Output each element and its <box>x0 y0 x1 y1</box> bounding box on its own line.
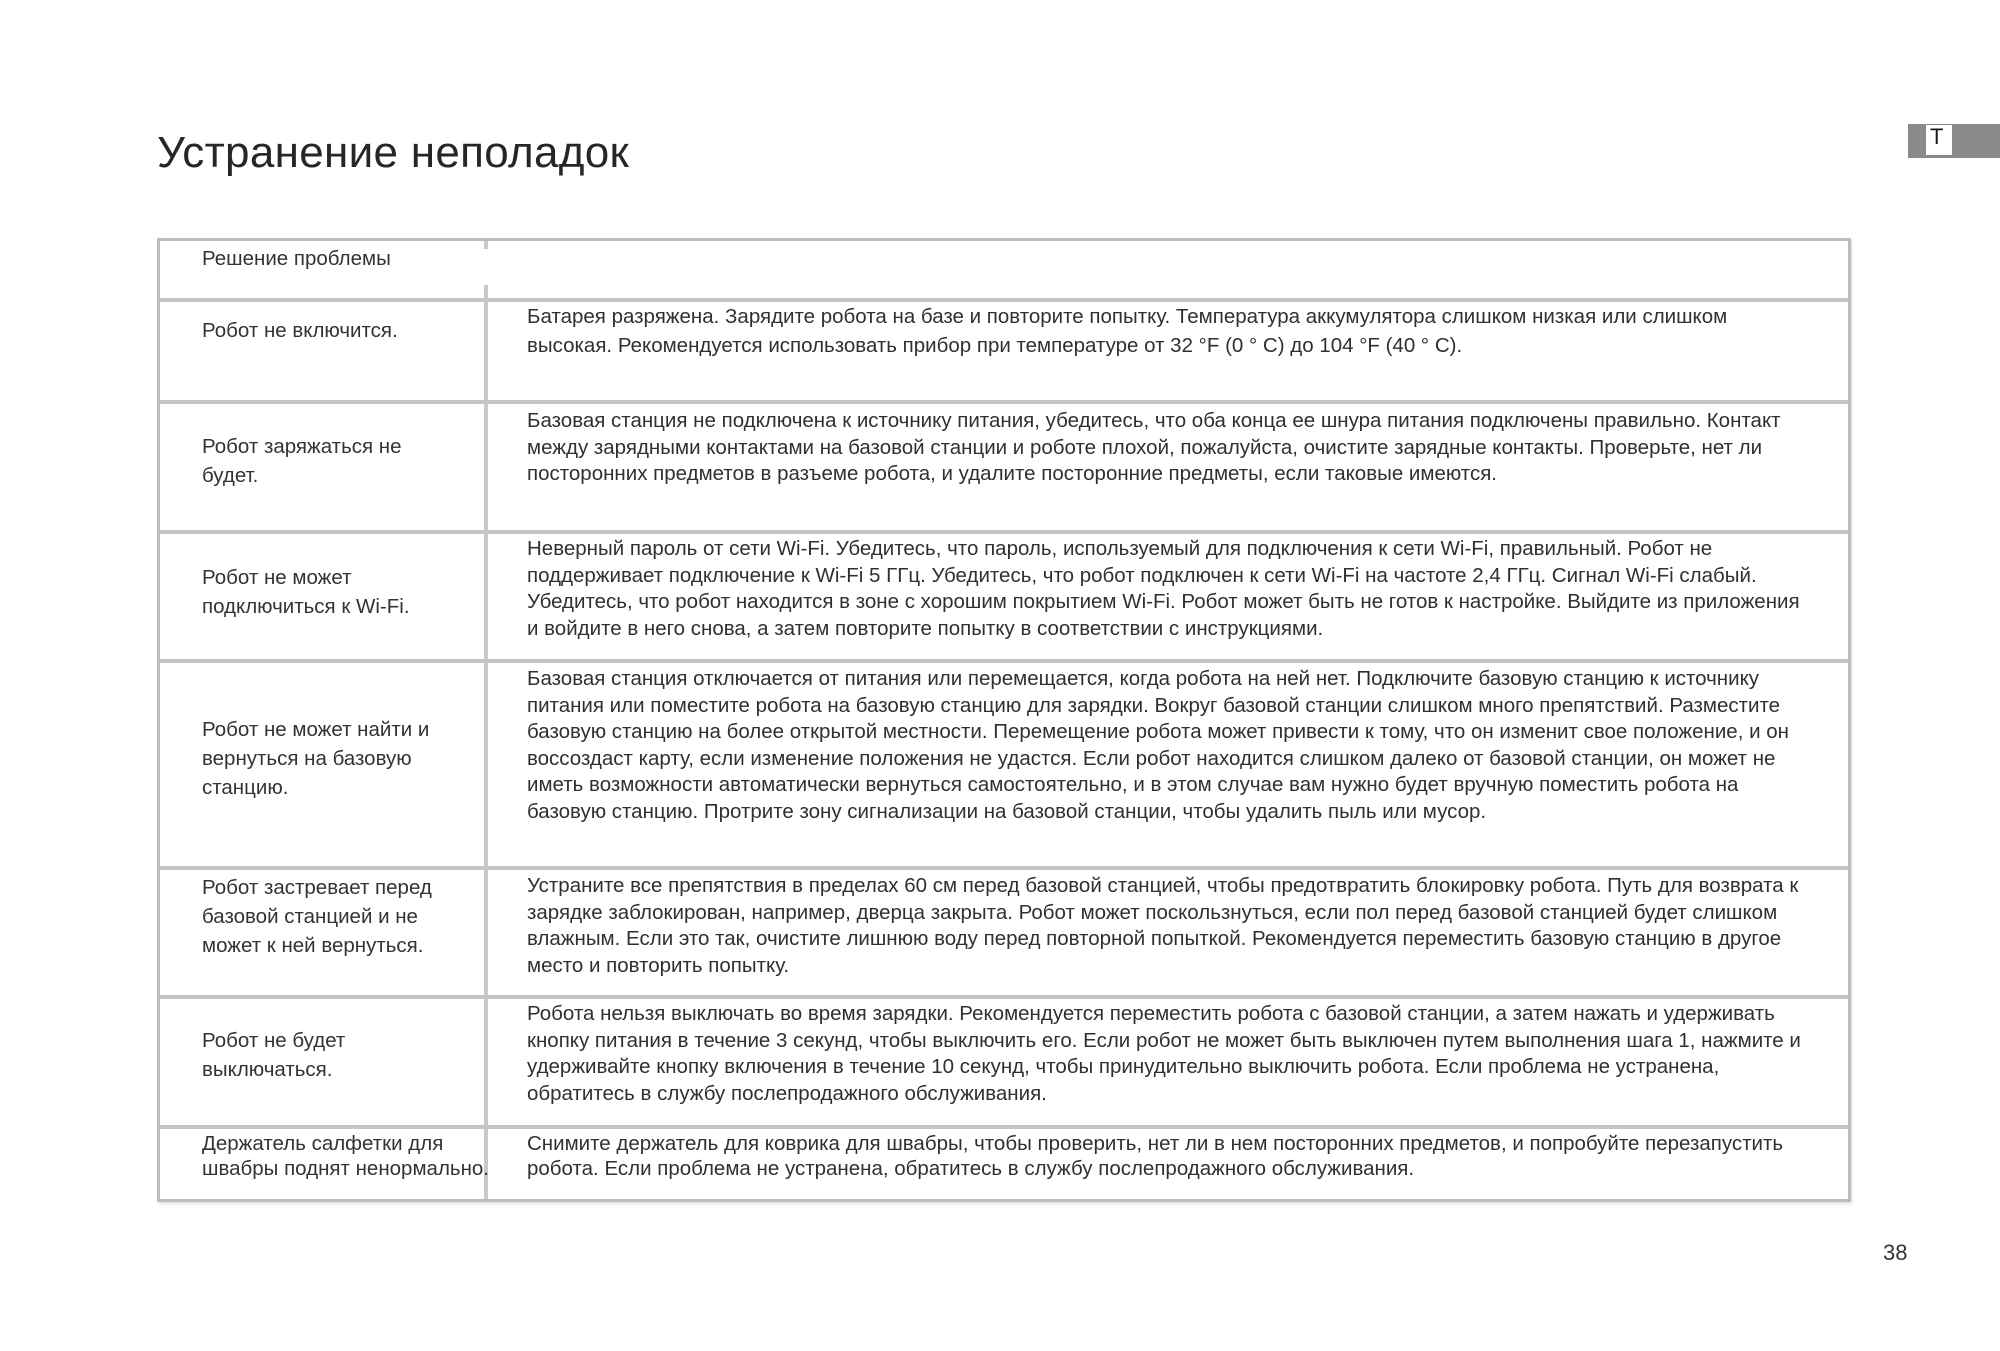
column-divider <box>484 302 488 400</box>
table-row <box>160 530 1848 659</box>
table-row <box>160 298 1848 400</box>
problem-cell: Робот не будет выключаться. <box>202 1029 346 1081</box>
section-tab-letter: T <box>1926 125 1952 155</box>
column-divider <box>484 241 488 249</box>
table-row <box>160 659 1848 866</box>
problem-cell: Робот не может найти и вернуться на базовую станцию. <box>202 718 430 799</box>
solution-cell: Устраните все препятствия в пределах 60 см перед базовой станцией, чтобы предотвратить блокировку робота. Путь для возврата к зарядке заблокирован, например, дверца закрыта. Робот может поскользнуться, если пол перед базовой станцией будет слишком влажным. Если это так, очистите лишнюю воду перед повторной попыткой. Рекомендуется переместить базовую станцию в другое место и повторить попытку. <box>527 874 1799 977</box>
page-number: 38 <box>1883 1240 1908 1265</box>
table-row <box>160 995 1848 1125</box>
solution-cell: Базовая станция отключается от питания или перемещается, когда робота на ней нет. Подключите базовую станцию к источнику питания или поместите робота на базовую станцию для зарядки. Вокруг базовой станции слишком много препятствий. Разместите базовую станцию на более открытой местности. Перемещение робота может привести к тому, что он изменит свое положение, и он воссоздаст карту, если изменение положения не удастся. Если робот находится слишком далеко от базовой станции, он может не иметь возможности автоматически вернуться самостоятельно, и в этом случае вам нужно будет вручную поместить робота на базовую станцию. Протрите зону сигнализации на базовой станции, чтобы удалить пыль или мусор. <box>527 667 1789 823</box>
problem-cell: Робот заряжаться не будет. <box>202 435 402 487</box>
solution-cell: Снимите держатель для коврика для швабры, чтобы проверить, нет ли в нем посторонних предметов, и попробуйте перезапустить робота. Если проблема не устранена, обратитесь в службу послепродажного обслуживания. <box>527 1132 1784 1180</box>
table-row <box>160 1125 1848 1199</box>
table-header-row <box>160 241 1848 301</box>
troubleshooting-table <box>157 238 1851 1202</box>
column-divider <box>484 404 488 530</box>
solution-cell: Базовая станция не подключена к источнику питания, убедитесь, что оба конца ее шнура питания подключены правильно. Контакт между зарядными контактами на базовой станции и роботе плохой, пожалуйста, очистите зарядные контакты. Проверьте, нет ли посторонних предметов в разъеме робота, и удалите посторонние предметы, если таковые имеются. <box>527 409 1781 486</box>
problem-cell: Робот застревает перед базовой станцией и не может к ней вернуться. <box>202 876 432 957</box>
problem-cell: Робот не включится. <box>202 319 398 342</box>
header-problem-label: Решение проблемы <box>202 247 391 270</box>
solution-cell: Робота нельзя выключать во время зарядки. Рекомендуется переместить робота с базовой станции, а затем нажать и удерживать кнопку питания в течение 3 секунд, чтобы выключить его. Если робот не может быть выключен путем выполнения шага 1, нажмите и удерживайте кнопку включения в течение 10 секунд, чтобы принудительно выключить робота. Если проблема не устранена, обратитесь в службу послепродажного обслуживания. <box>527 1002 1801 1105</box>
problem-cell: Держатель салфетки для швабры поднят ненормально. <box>202 1132 489 1180</box>
section-tab-marker <box>1908 124 2000 158</box>
problem-cell: Робот не может подключиться к Wi-Fi. <box>202 566 410 618</box>
solution-cell: Неверный пароль от сети Wi-Fi. Убедитесь, что пароль, используемый для подключения к сети Wi-Fi, правильный. Робот не поддерживает подключение к Wi-Fi 5 ГГц. Убедитесь, что робот подключен к сети Wi-Fi на частоте 2,4 ГГц. Сигнал Wi-Fi слабый. Убедитесь, что робот находится в зоне с хорошим покрытием Wi-Fi. Робот может быть не готов к настройке. Выйдите из приложения и войдите в него снова, а затем повторите попытку в соответствии с инструкциями. <box>527 537 1800 640</box>
table-row <box>160 400 1848 530</box>
column-divider <box>484 999 488 1125</box>
column-divider <box>484 663 488 866</box>
column-divider <box>484 870 488 995</box>
column-divider <box>484 534 488 659</box>
page-title: Устранение неполадок <box>157 128 630 177</box>
table-row <box>160 866 1848 995</box>
solution-cell: Батарея разряжена. Зарядите робота на базе и повторите попытку. Температура аккумулятора слишком низкая или слишком высокая. Рекомендуется использовать прибор при температуре от 32 °F (0 ° C) до 104 °F (40 ° C). <box>527 305 1728 357</box>
